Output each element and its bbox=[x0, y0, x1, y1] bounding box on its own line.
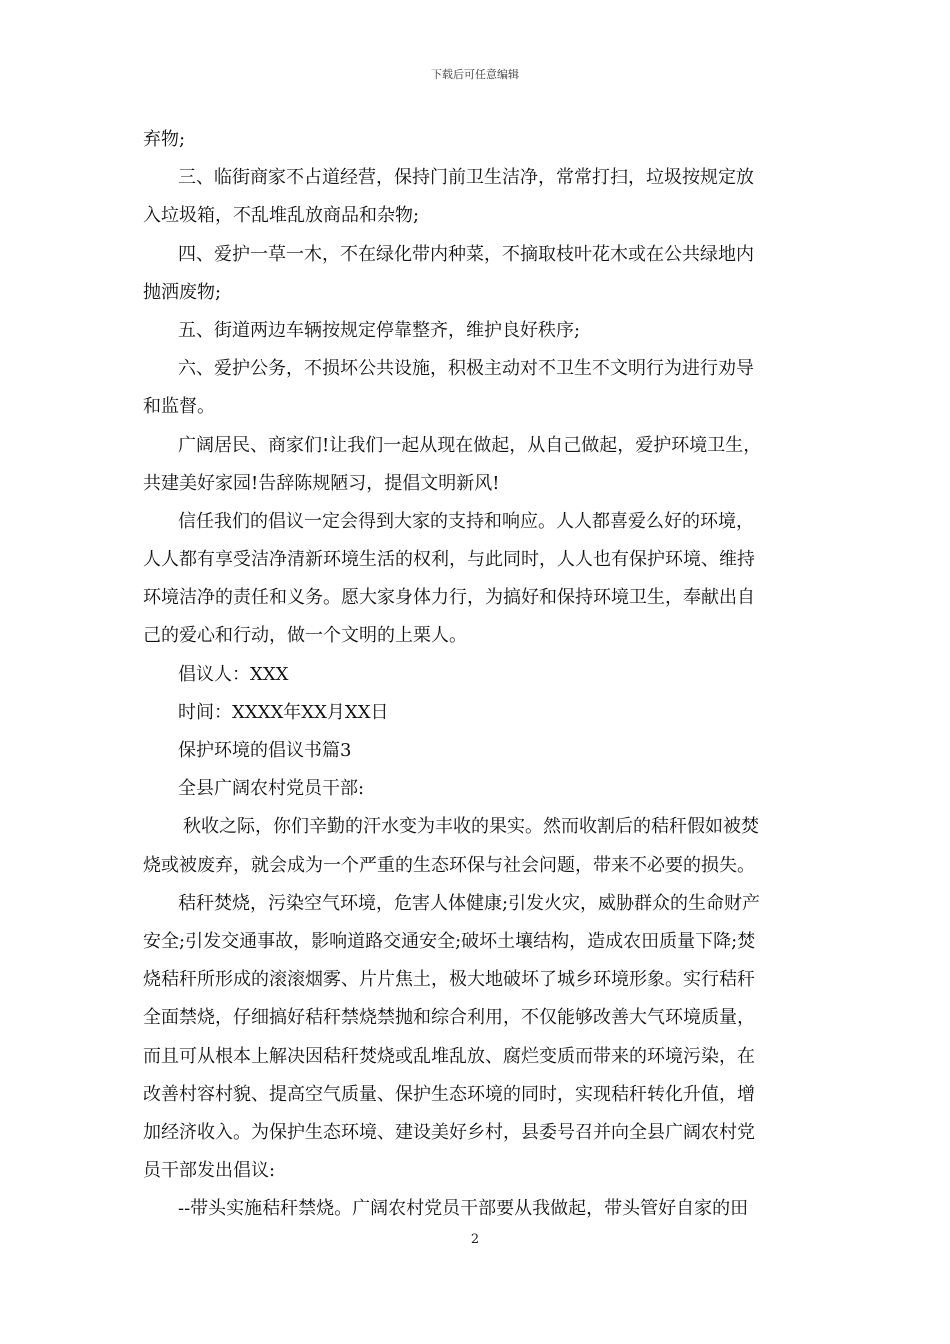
section-title: 保护环境的倡议书篇3 bbox=[178, 740, 352, 761]
text-line: 六、爱护公务，不损坏公共设施，积极主动对不卫生不文明行为进行劝导 bbox=[178, 358, 754, 380]
text-line: 信任我们的倡议一定会得到大家的支持和响应。人人都喜爱么好的环境， bbox=[178, 510, 754, 532]
text-line: 己的爱心和行动，做一个文明的上栗人。 bbox=[143, 625, 467, 647]
text-line: 秋收之际，你们辛勤的汗水变为丰收的果实。然而收割后的秸秆假如被焚 bbox=[183, 816, 759, 838]
text-line: 和监督。 bbox=[143, 396, 215, 418]
text-line: 环境洁净的责任和义务。愿大家身体力行，为搞好和保持环境卫生，奉献出自 bbox=[143, 587, 755, 609]
text-line: 烧秸秆所形成的滚滚烟雾、片片焦土，极大地破坏了城乡环境形象。实行秸秆 bbox=[143, 969, 755, 991]
text-line: 而且可从根本上解决因秸秆焚烧或乱堆乱放、腐烂变质而带来的环境污染，在 bbox=[143, 1045, 755, 1067]
text-line: 安全;引发交通事故，影响道路交通安全;破坏土壤结构，造成农田质量下降;焚 bbox=[143, 930, 756, 952]
text-line: 加经济收入。为保护生态环境、建设美好乡村，县委号召并向全县广阔农村党 bbox=[143, 1121, 755, 1143]
text-line: 改善村容村貌、提高空气质量、保护生态环境的同时，实现秸秆转化升值，增 bbox=[143, 1083, 755, 1105]
text-line: 烧或被废弃，就会成为一个严重的生态环保与社会问题，带来不必要的损失。 bbox=[143, 854, 755, 876]
text-line: 广阔居民、商家们!让我们一起从现在做起，从自己做起，爱护环境卫生， bbox=[178, 434, 762, 456]
text-line: 抛洒废物; bbox=[143, 281, 222, 303]
text-line: --带头实施秸秆禁烧。广阔农村党员干部要从我做起，带头管好自家的田 bbox=[178, 1198, 749, 1220]
text-line: 人人都有享受洁净清新环境生活的权利，与此同时，人人也有保护环境、维持 bbox=[143, 549, 755, 571]
page-number: 2 bbox=[470, 1232, 480, 1247]
text-line: 共建美好家园!告辞陈规陋习，提倡文明新风! bbox=[143, 472, 500, 494]
salutation: 全县广阔农村党员干部: bbox=[178, 778, 365, 800]
text-line: 四、爱护一草一木，不在绿化带内种菜，不摘取枝叶花木或在公共绿地内 bbox=[178, 243, 754, 265]
text-line: 员干部发出倡议: bbox=[143, 1160, 276, 1182]
text-line: 全面禁烧，仔细搞好秸秆禁烧禁抛和综合利用，不仅能够改善大气环境质量， bbox=[143, 1007, 755, 1029]
text-line: 入垃圾箱，不乱堆乱放商品和杂物; bbox=[143, 205, 420, 227]
signature-line: 倡议人：XXX bbox=[178, 663, 289, 685]
text-line: 五、街道两边车辆按规定停靠整齐，维护良好秩序; bbox=[178, 319, 581, 341]
text-line: 弃物; bbox=[143, 129, 186, 150]
text-line: 三、临街商家不占道经营，保持门前卫生洁净，常常打扫，垃圾按规定放 bbox=[178, 167, 754, 189]
page-header: 下载后可任意编辑 bbox=[431, 68, 519, 81]
text-line: 秸秆焚烧，污染空气环境，危害人体健康;引发火灾，威胁群众的生命财产 bbox=[178, 892, 761, 914]
date-line: 时间：XXXX年XX月XX日 bbox=[178, 701, 389, 723]
document-body bbox=[143, 121, 809, 1228]
